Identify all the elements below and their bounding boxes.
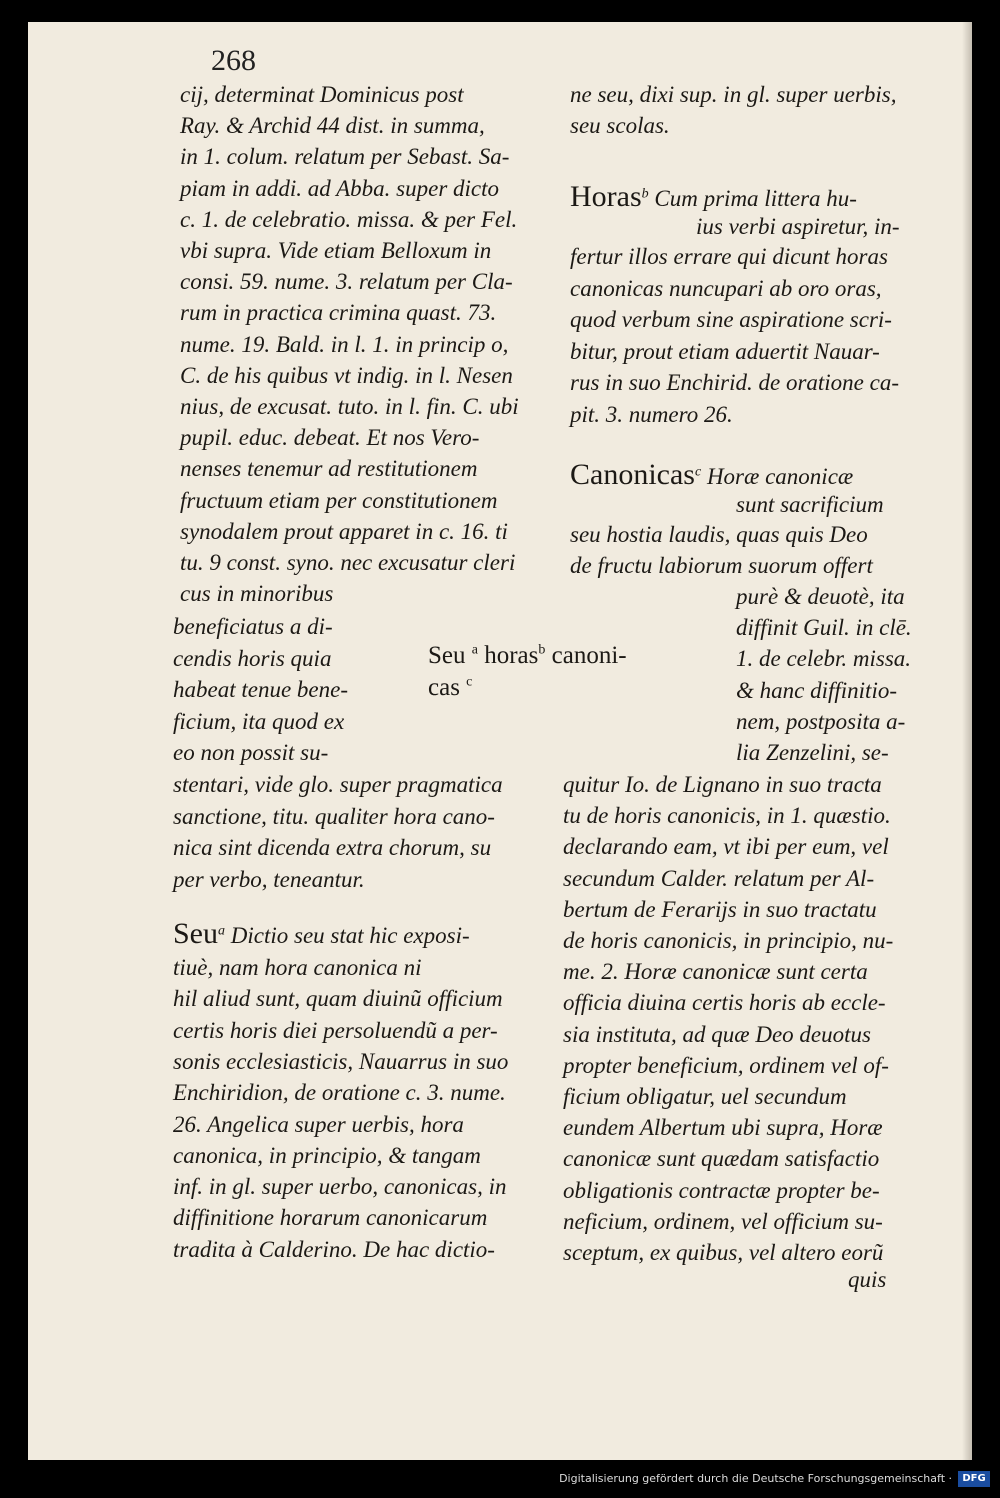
text-line: Ray. & Archid 44 dist. in summa, — [180, 113, 485, 139]
text-line: sia instituta, ad quæ Deo deuotus — [563, 1021, 871, 1047]
page-number: 268 — [211, 44, 256, 77]
text-line: tu. 9 const. syno. nec excusatur cleri — [180, 550, 516, 575]
text-line: habeat tenue bene- — [173, 677, 348, 702]
text-line: rus in suo Enchirid. de oratione ca- — [570, 370, 899, 395]
dfg-logo-icon: DFG — [958, 1471, 990, 1487]
canonicas-heading: Canonicas — [570, 458, 695, 491]
text-line: cus in minoribus — [180, 581, 334, 607]
text-line: nius, de excusat. tuto. in l. fin. C. ubi — [180, 394, 519, 419]
text-line: fructuum etiam per constitutionem — [180, 487, 498, 513]
text-line: obligationis contractæ propter be- — [563, 1177, 880, 1203]
text-line: canonica, in principio, & tangam — [173, 1142, 481, 1168]
text-line: sanctione, titu. qualiter hora cano- — [173, 803, 495, 829]
text-line: ne seu, dixi sup. in gl. super uerbis, — [570, 82, 897, 107]
text-line: propter beneficium, ordinem vel of- — [563, 1052, 889, 1078]
text-line: declarando eam, vt ibi per eum, vel — [563, 834, 889, 860]
text-line: nica sint dicenda extra chorum, su — [173, 835, 492, 860]
horas-mark: b — [641, 186, 649, 202]
text-line: ficium obligatur, uel secundum — [563, 1084, 847, 1109]
catchword: quis — [848, 1267, 887, 1292]
text-line: consi. 59. nume. 3. relatum per Cla- — [180, 269, 513, 295]
text-line: quod verbum sine aspiratione scri- — [570, 307, 892, 332]
text-line: officia diuina certis horis ab eccle- — [563, 990, 886, 1016]
text-line: cij, determinat Dominicus post — [180, 82, 464, 107]
text-line: in 1. colum. relatum per Sebast. Sa- — [180, 144, 510, 170]
text-line: rum in practica crimina quast. 73. — [180, 300, 497, 326]
text-line: diffinitione horarum canonicarum — [173, 1205, 488, 1231]
text-line: fertur illos errare qui dicunt horas — [570, 244, 888, 269]
text-line: nume. 19. Bald. in l. 1. in princip o, — [180, 331, 509, 357]
text-line: bitur, prout etiam aduertit Nauar- — [570, 338, 880, 364]
seu-heading: Seu — [173, 917, 218, 950]
text-line: piam in addi. ad Abba. super dicto — [180, 175, 500, 201]
text-line: c. 1. de celebratio. missa. & per Fel. — [180, 206, 518, 232]
text-line: 1. de celebr. missa. — [736, 646, 912, 672]
canonicas-second-line: sunt sacrificium — [736, 492, 884, 517]
text-line: hil aliud sunt, quam diuinũ officium — [173, 986, 503, 1012]
horas-heading: Horas — [570, 180, 642, 213]
text-line: cendis horis quia — [173, 645, 332, 671]
text-line: neficium, ordinem, vel officium su- — [563, 1208, 883, 1234]
text-line: seu hostia laudis, quas quis Deo — [570, 522, 868, 547]
lemma-horas: horas — [484, 642, 539, 669]
text-line: bertum de Ferarijs in suo tractatu — [563, 896, 877, 922]
lemma-mark-c: c — [466, 674, 473, 690]
lemma-mark-a: a — [471, 642, 478, 658]
book-page — [28, 22, 972, 1460]
text-line: quitur Io. de Lignano in suo tracta — [563, 772, 882, 797]
text-line: eundem Albertum ubi supra, Horæ — [563, 1115, 883, 1141]
canonicas-mark: c — [694, 464, 702, 480]
lemma-mark-b: b — [538, 642, 546, 658]
text-line: synodalem prout apparet in c. 16. ti — [180, 518, 508, 544]
text-line: de fructu labiorum suorum offert — [570, 553, 873, 578]
text-line: lia Zenzelini, se- — [736, 740, 889, 765]
footer-text: Digitalisierung gefördert durch die Deutsche Forschungsgemeinschaft · — [559, 1472, 952, 1485]
text-line: canonicæ sunt quædam satisfactio — [563, 1146, 880, 1172]
lemma-canoni: canoni- — [551, 642, 627, 669]
seu-mark: a — [218, 923, 225, 939]
text-line: stentari, vide glo. super pragmatica — [173, 772, 503, 797]
text-line: ficium, ita quod ex — [173, 708, 345, 734]
text-line: secundum Calder. relatum per Al- — [563, 865, 875, 891]
text-line: per verbo, teneantur. — [173, 866, 365, 892]
text-line: beneficiatus a di- — [173, 614, 333, 639]
text-line: canonicas nuncupari ab oro oras, — [570, 275, 882, 301]
lemma-cas: cas — [428, 674, 460, 701]
text-line: Enchiridion, de oratione c. 3. nume. — [173, 1080, 506, 1106]
text-line: eo non possit su- — [173, 740, 329, 765]
text-line: nem, postposita a- — [736, 708, 906, 734]
text-line: sceptum, ex quibus, vel altero eorũ — [563, 1240, 884, 1265]
text-line: pit. 3. numero 26. — [570, 401, 733, 427]
text-line: tiuè, nam hora canonica ni — [173, 955, 422, 980]
text-line: tradita à Calderino. De hac dictio- — [173, 1236, 495, 1262]
text-line: nenses tenemur ad restitutionem — [180, 456, 478, 482]
text-line: de horis canonicis, in principio, nu- — [563, 928, 894, 953]
text-line: vbi supra. Vide etiam Belloxum in — [180, 238, 492, 263]
text-line: pupil. educ. debeat. Et nos Vero- — [180, 425, 480, 451]
text-line: seu scolas. — [570, 113, 670, 138]
seu-first-line: Dictio seu stat hic exposi- — [230, 923, 470, 948]
text-line: me. 2. Horæ canonicæ sunt certa — [563, 959, 868, 985]
text-line: certis horis diei persoluendũ a per- — [173, 1017, 498, 1043]
horas-first-line: Cum prima littera hu- — [654, 186, 857, 211]
horas-second-line: ius verbi aspiretur, in- — [696, 214, 900, 239]
text-line: C. de his quibus vt indig. in l. Nesen — [180, 362, 513, 388]
text-line: sonis ecclesiasticis, Nauarrus in suo — [173, 1048, 509, 1074]
text-line: diffinit Guil. in clē. — [736, 615, 912, 641]
text-line: inf. in gl. super uerbo, canonicas, in — [173, 1174, 507, 1200]
footer-bar — [0, 1462, 1000, 1498]
canonicas-first-line: Horæ canonicæ — [706, 464, 854, 489]
lemma-seu: Seu — [428, 642, 466, 669]
text-line: & hanc diffinitio- — [736, 677, 897, 703]
text-line: tu de horis canonicis, in 1. quæstio. — [563, 803, 891, 829]
text-line: purè & deuotè, ita — [736, 584, 905, 609]
text-line: 26. Angelica super uerbis, hora — [173, 1111, 464, 1137]
